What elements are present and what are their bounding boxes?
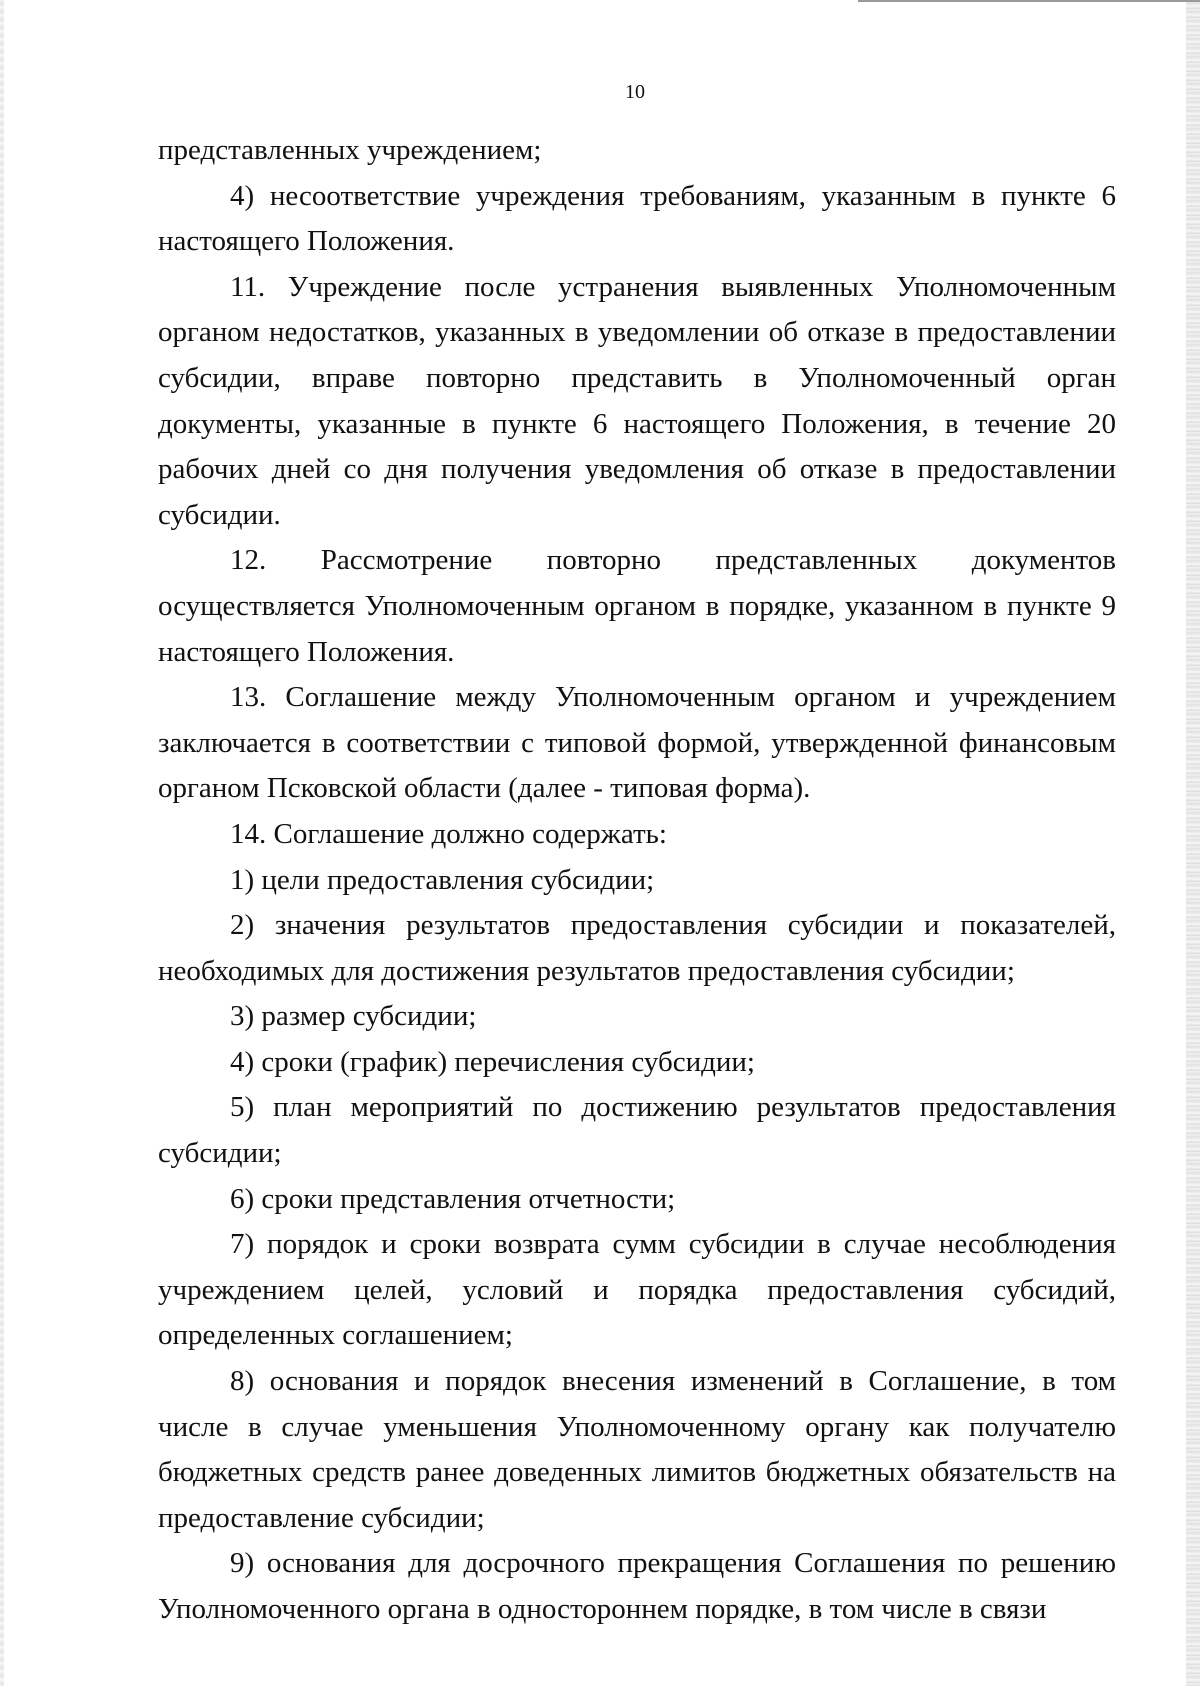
document-body <box>158 128 1116 1633</box>
page-number: 10 <box>625 81 645 103</box>
list-item-2: 2) значения результатов предоставления субсидии и показателей, необходимых для достижения результатов предоставления субсидии; <box>158 909 1116 987</box>
clause-13: 13. Соглашение между Уполномоченным органом и учреждением заключается в соответствии с типовой формой, утвержденной финансовым органом Псковской области (далее - типовая форма). <box>158 681 1116 805</box>
list-item-1: 1) цели предоставления субсидии; <box>230 863 655 896</box>
clause-14: 14. Соглашение должно содержать: <box>230 817 667 850</box>
scan-edge-left <box>0 0 4 1686</box>
scan-edge-right <box>1186 0 1200 1686</box>
list-item-5: 5) план мероприятий по достижению результатов предоставления субсидии; <box>158 1091 1116 1170</box>
list-item-7: 7) порядок и сроки возврата сумм субсидии в случае несоблюдения учреждением целей, условий и порядка предоставления субсидий, определенных соглашением; <box>158 1228 1116 1352</box>
top-rule <box>858 0 1200 2</box>
clause-12: 12. Рассмотрение повторно представленных документов осуществляется Уполномоченным органом в порядке, указанном в пункте 9 настоящего Положения. <box>158 544 1116 668</box>
list-item-9: 9) основания для досрочного прекращения Соглашения по решению Уполномоченного органа в одностороннем порядке, в том числе в связи <box>158 1547 1116 1625</box>
list-item-4-nonconformity: 4) несоответствие учреждения требованиям, указанным в пункте 6 настоящего Положения. <box>158 179 1116 258</box>
list-item-3: 3) размер субсидии; <box>230 1000 477 1033</box>
paragraph-continuation: представленных учреждением; <box>158 134 542 166</box>
list-item-8: 8) основания и порядок внесения изменений в Соглашение, в том числе в случае уменьшения Уполномоченному органу как получателю бюджетных средств ранее доведенных лимитов бюджетных обязательств на предоставление субсидии; <box>158 1365 1116 1534</box>
list-item-4: 4) сроки (график) перечисления субсидии; <box>230 1045 755 1078</box>
clause-11: 11. Учреждение после устранения выявленных Уполномоченным органом недостатков, указанных в уведомлении об отказе в предоставлении субсидии, вправе повторно представить в Уполномоченный орган документы, указанные в пункте 6 настоящего Положения, в течение 20 рабочих дней со дня получения уведомления об отказе в предоставлении субсидии. <box>158 270 1116 531</box>
list-item-6: 6) сроки представления отчетности; <box>230 1182 676 1215</box>
